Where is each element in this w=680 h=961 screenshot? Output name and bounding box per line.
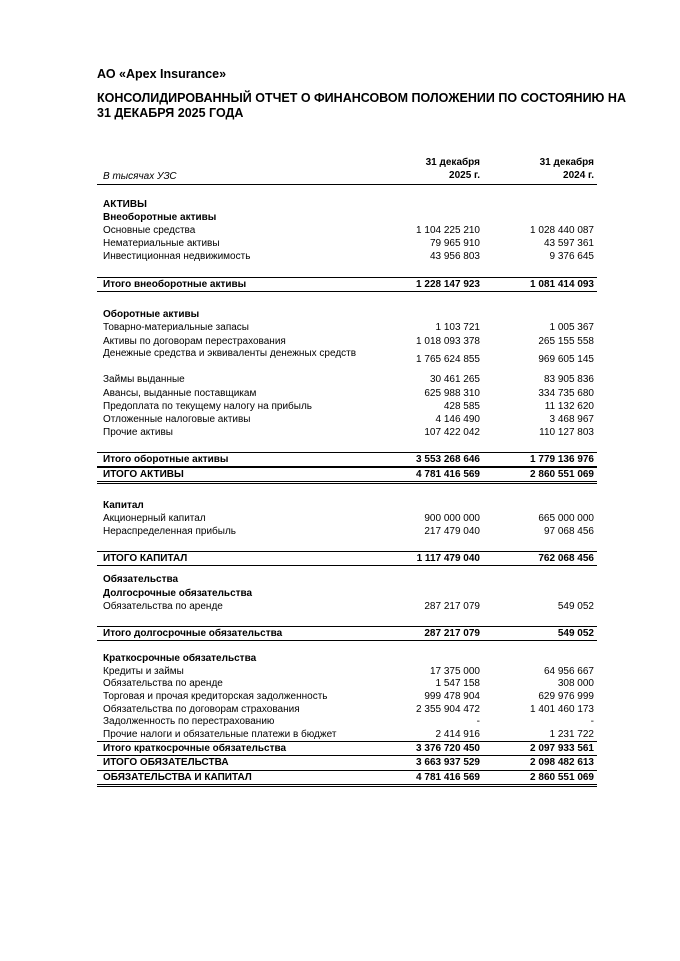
table-row bbox=[97, 499, 597, 512]
table-row bbox=[97, 387, 597, 400]
row-label: ИТОГО КАПИТАЛ bbox=[103, 553, 188, 564]
column-header-2024-line1: 31 декабря bbox=[539, 157, 594, 168]
value-2024: 969 605 145 bbox=[538, 354, 594, 365]
value-2024: 1 779 136 976 bbox=[530, 454, 594, 465]
table-row bbox=[97, 321, 597, 334]
value-2025: 79 965 910 bbox=[429, 238, 480, 249]
value-2024: 1 231 722 bbox=[549, 729, 594, 740]
table-row bbox=[97, 224, 597, 237]
row-label: Итого оборотные активы bbox=[103, 454, 229, 465]
row-label: Обязательства bbox=[103, 574, 179, 585]
table-row bbox=[97, 373, 597, 386]
value-2025: 1 103 721 bbox=[435, 322, 480, 333]
table-row bbox=[97, 728, 597, 741]
value-2025: - bbox=[476, 716, 480, 727]
table-row bbox=[97, 512, 597, 525]
row-label: Отложенные налоговые активы bbox=[103, 414, 251, 425]
value-2025: 217 479 040 bbox=[424, 526, 480, 537]
value-2024: 549 052 bbox=[557, 601, 594, 612]
row-label: Товарно-материальные запасы bbox=[103, 322, 249, 333]
row-label: Обязательства по аренде bbox=[103, 601, 223, 612]
value-2024: 2 097 933 561 bbox=[530, 743, 594, 754]
row-label: Денежные средства и эквиваленты денежных средств bbox=[103, 348, 357, 359]
value-2025: 2 355 904 472 bbox=[416, 704, 480, 715]
row-label: Итого долгосрочные обязательства bbox=[103, 628, 283, 639]
value-2024: - bbox=[590, 716, 594, 727]
report-title: КОНСОЛИДИРОВАННЫЙ ОТЧЕТ О ФИНАНСОВОМ ПОЛОЖЕНИИ ПО СОСТОЯНИЮ НА 31 ДЕКАБРЯ 2025 ГОДА bbox=[97, 91, 626, 120]
row-label: ОБЯЗАТЕЛЬСТВА И КАПИТАЛ bbox=[103, 772, 252, 783]
table-row bbox=[97, 587, 597, 600]
table-row bbox=[97, 770, 597, 787]
row-label: Активы по договорам перестрахования bbox=[103, 336, 286, 347]
value-2024: 1 005 367 bbox=[549, 322, 594, 333]
value-2024: 64 956 667 bbox=[543, 666, 594, 677]
row-label: Инвестиционная недвижимость bbox=[103, 251, 251, 262]
table-row bbox=[97, 600, 597, 613]
row-label: Оборотные активы bbox=[103, 309, 200, 320]
value-2025: 3 376 720 450 bbox=[416, 743, 480, 754]
row-label: Нераспределенная прибыль bbox=[103, 526, 237, 537]
table-row bbox=[97, 452, 597, 467]
value-2024: 629 976 999 bbox=[538, 691, 594, 702]
value-2025: 3 663 937 529 bbox=[416, 757, 480, 768]
value-2024: 43 597 361 bbox=[543, 238, 594, 249]
table-row bbox=[97, 198, 597, 211]
value-2025: 287 217 079 bbox=[424, 628, 480, 639]
value-2024: 1 401 460 173 bbox=[530, 704, 594, 715]
table-row bbox=[97, 400, 597, 413]
column-header-2025-line1: 31 декабря bbox=[425, 157, 480, 168]
value-2024: 265 155 558 bbox=[538, 336, 594, 347]
row-label: Нематериальные активы bbox=[103, 238, 220, 249]
row-label: Обязательства по аренде bbox=[103, 678, 223, 689]
row-label: Прочие налоги и обязательные платежи в бюджет bbox=[103, 729, 337, 740]
table-row bbox=[97, 426, 597, 439]
value-2025: 1 765 624 855 bbox=[416, 354, 480, 365]
row-label: Кредиты и займы bbox=[103, 666, 184, 677]
value-2024: 2 860 551 069 bbox=[530, 469, 594, 480]
value-2025: 1 547 158 bbox=[435, 678, 480, 689]
value-2025: 1 104 225 210 bbox=[416, 225, 480, 236]
row-label: Авансы, выданные поставщикам bbox=[103, 388, 257, 399]
value-2025: 107 422 042 bbox=[424, 427, 480, 438]
value-2025: 1 117 479 040 bbox=[416, 553, 480, 564]
row-label: ИТОГО ОБЯЗАТЕЛЬСТВА bbox=[103, 757, 229, 768]
row-label: Внеоборотные активы bbox=[103, 212, 217, 223]
table-row bbox=[97, 715, 597, 728]
value-2025: 1 018 093 378 bbox=[416, 336, 480, 347]
value-2025: 900 000 000 bbox=[424, 513, 480, 524]
value-2024: 83 905 836 bbox=[543, 374, 594, 385]
row-label: Итого краткосрочные обязательства bbox=[103, 743, 287, 754]
column-header-2025-line2: 2025 г. bbox=[449, 170, 480, 181]
value-2025: 999 478 904 bbox=[424, 691, 480, 702]
row-label: Основные средства bbox=[103, 225, 196, 236]
value-2025: 428 585 bbox=[443, 401, 480, 412]
column-header-2024-line2: 2024 г. bbox=[563, 170, 594, 181]
row-label: ИТОГО АКТИВЫ bbox=[103, 469, 184, 480]
value-2025: 4 781 416 569 bbox=[416, 469, 480, 480]
row-label: АКТИВЫ bbox=[103, 199, 147, 210]
value-2024: 1 081 414 093 bbox=[530, 279, 594, 290]
row-label: Предоплата по текущему налогу на прибыль bbox=[103, 401, 313, 412]
row-label: Задолженность по перестрахованию bbox=[103, 716, 275, 727]
value-2025: 1 228 147 923 bbox=[416, 279, 480, 290]
table-row bbox=[97, 467, 597, 484]
value-2025: 287 217 079 bbox=[424, 601, 480, 612]
row-label: Обязательства по договорам страхования bbox=[103, 704, 300, 715]
value-2025: 17 375 000 bbox=[429, 666, 480, 677]
value-2024: 549 052 bbox=[557, 628, 594, 639]
table-row bbox=[97, 525, 597, 538]
table-row bbox=[97, 626, 597, 641]
value-2025: 30 461 265 bbox=[429, 374, 480, 385]
company-name: АО «Apex Insurance» bbox=[97, 67, 227, 81]
row-label: Акционерный капитал bbox=[103, 513, 206, 524]
unit-label: В тысячах УЗС bbox=[103, 171, 177, 182]
value-2024: 308 000 bbox=[557, 678, 594, 689]
table-row bbox=[97, 237, 597, 250]
row-label: Итого внеоборотные активы bbox=[103, 279, 247, 290]
value-2025: 3 553 268 646 bbox=[416, 454, 480, 465]
table-row bbox=[97, 573, 597, 586]
table-row bbox=[97, 308, 597, 321]
value-2025: 4 146 490 bbox=[435, 414, 480, 425]
value-2024: 110 127 803 bbox=[539, 427, 594, 438]
row-label: Займы выданные bbox=[103, 374, 185, 385]
value-2024: 2 860 551 069 bbox=[530, 772, 594, 783]
row-label: Капитал bbox=[103, 500, 144, 511]
value-2025: 2 414 916 bbox=[435, 729, 480, 740]
row-label: Торговая и прочая кредиторская задолженность bbox=[103, 691, 328, 702]
row-label: Прочие активы bbox=[103, 427, 173, 438]
value-2025: 43 956 803 bbox=[429, 251, 480, 262]
table-row bbox=[97, 551, 597, 566]
value-2024: 665 000 000 bbox=[538, 513, 594, 524]
table-row bbox=[97, 335, 597, 348]
value-2024: 2 098 482 613 bbox=[530, 757, 594, 768]
value-2025: 625 988 310 bbox=[424, 388, 480, 399]
value-2024: 762 068 456 bbox=[538, 553, 594, 564]
value-2024: 1 028 440 087 bbox=[530, 225, 594, 236]
value-2024: 9 376 645 bbox=[549, 251, 594, 262]
table-row bbox=[97, 741, 597, 756]
table-row bbox=[97, 690, 597, 703]
table-row bbox=[97, 348, 597, 372]
table-row bbox=[97, 756, 597, 769]
row-label: Краткосрочные обязательства bbox=[103, 653, 257, 664]
value-2025: 4 781 416 569 bbox=[416, 772, 480, 783]
value-2024: 97 068 456 bbox=[543, 526, 594, 537]
value-2024: 11 132 620 bbox=[544, 401, 594, 412]
row-label: Долгосрочные обязательства bbox=[103, 588, 253, 599]
table-row bbox=[97, 652, 597, 665]
table-row bbox=[97, 250, 597, 263]
table-row bbox=[97, 211, 597, 224]
value-2024: 334 735 680 bbox=[538, 388, 594, 399]
table-row bbox=[97, 413, 597, 426]
table-row bbox=[97, 677, 597, 690]
table-row bbox=[97, 277, 597, 292]
value-2024: 3 468 967 bbox=[549, 414, 594, 425]
